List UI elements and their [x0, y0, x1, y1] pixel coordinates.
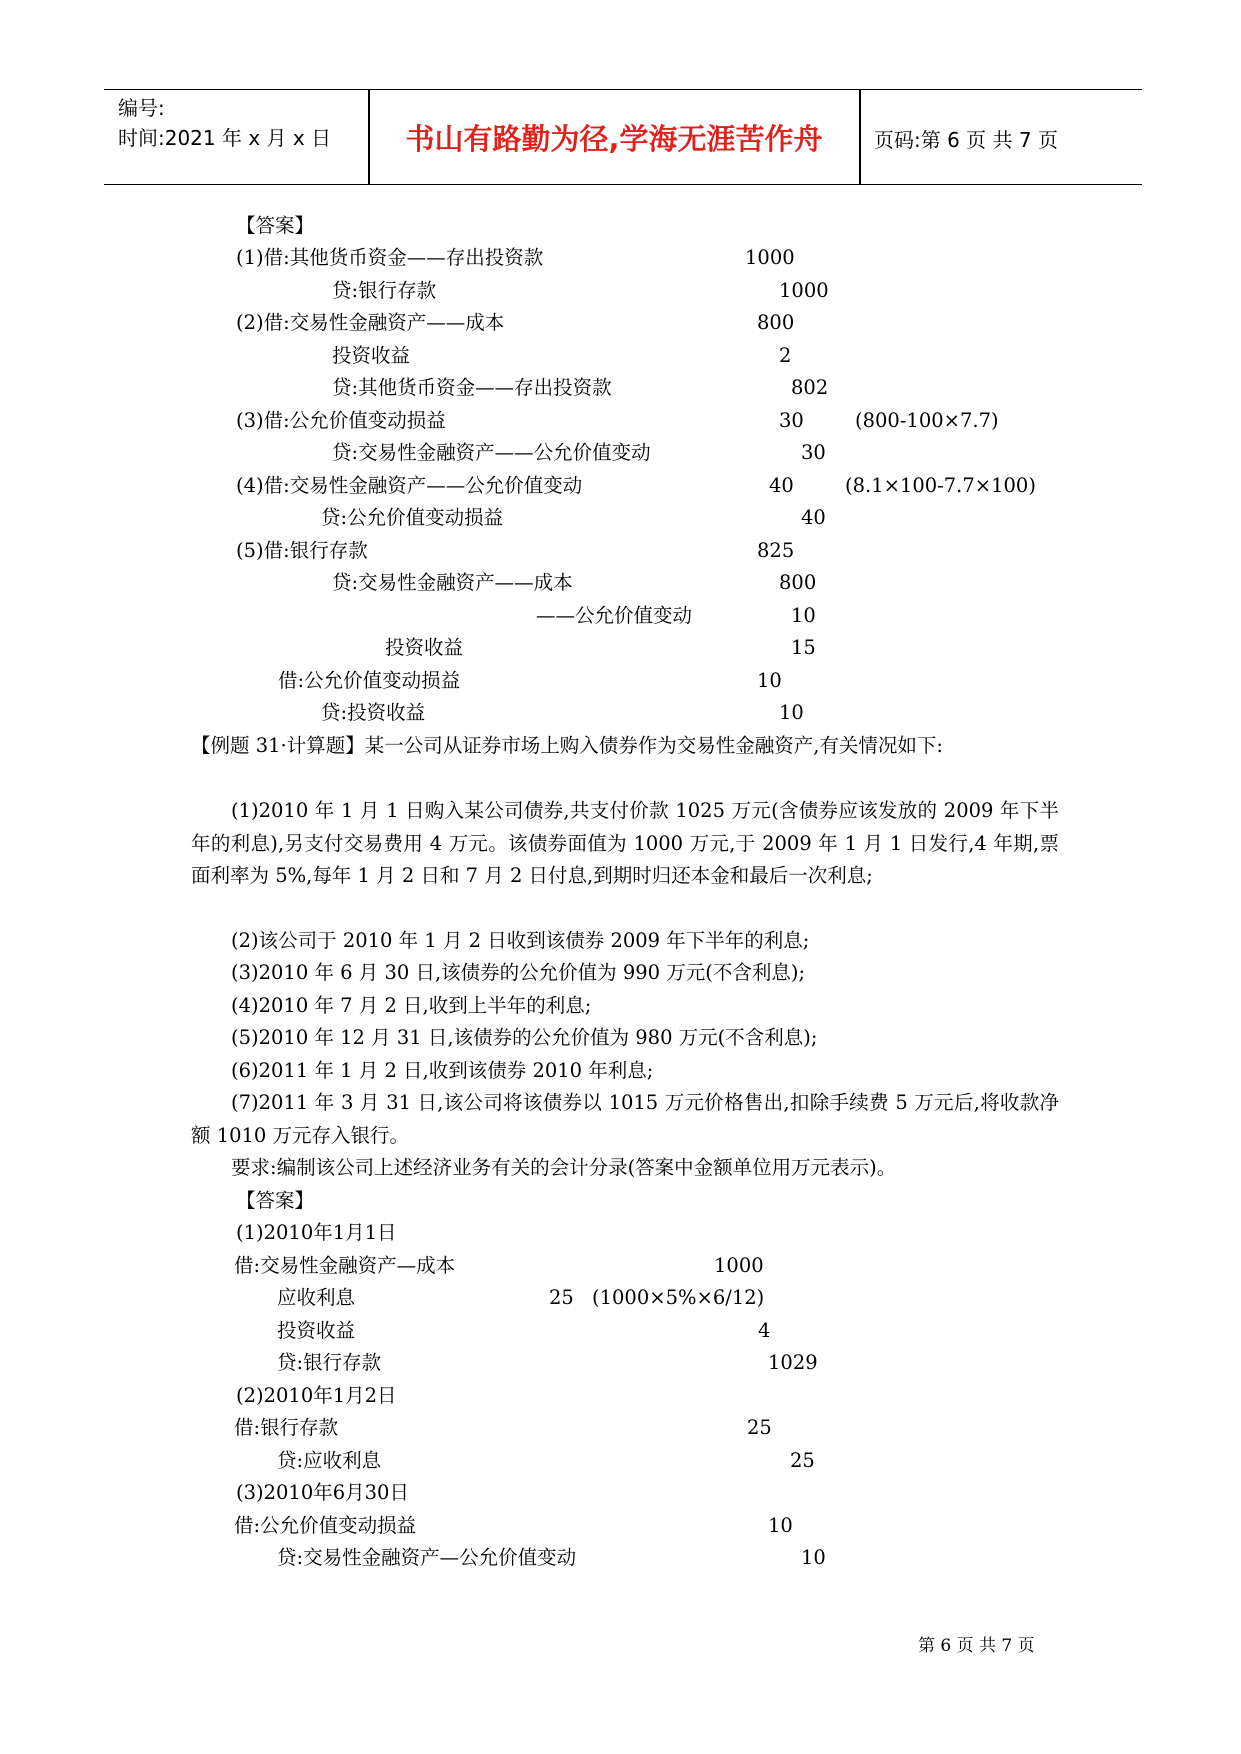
- entry-text: (4)借:交易性金融资产——公允价值变动: [236, 474, 583, 497]
- entry-date: (3)2010年6月30日: [236, 1481, 409, 1504]
- header-motto: 书山有路勤为径,学海无涯苦作舟: [405, 121, 823, 156]
- entry-text: 应收利息: [277, 1286, 356, 1309]
- entry-text: (5)借:银行存款: [236, 539, 368, 562]
- answer-title: 【答案】: [236, 214, 315, 237]
- entry-text: 贷:应收利息: [277, 1449, 382, 1472]
- entry-amount: 10: [768, 1514, 793, 1537]
- entry-amount: 25: [747, 1416, 772, 1439]
- entry-amount: 30: [801, 441, 826, 464]
- entry-text: 借:交易性金融资产—成本: [234, 1254, 456, 1277]
- header-page-number: 页码:第 6 页 共 7 页: [874, 128, 1058, 152]
- question-item: (6)2011 年 1 月 2 日,收到该债券 2010 年利息;: [231, 1059, 654, 1082]
- entry-amount: 2: [779, 344, 792, 367]
- entry-amount: 802: [791, 376, 829, 399]
- entry-text: 投资收益: [332, 344, 411, 367]
- entry-amount: 4: [758, 1319, 771, 1342]
- entry-text: 投资收益: [385, 636, 464, 659]
- entry-text: 贷:银行存款: [332, 279, 437, 302]
- entry-amount: 800: [779, 571, 817, 594]
- question-item: (4)2010 年 7 月 2 日,收到上半年的利息;: [231, 994, 592, 1017]
- entry-note: (8.1×100-7.7×100): [845, 474, 1036, 497]
- question-item: (7)2011 年 3 月 31 日,该公司将该债券以 1015 万元价格售出,扣除手续费 5 万元后,将收款净额 1010 万元存入银行。: [191, 1091, 1059, 1147]
- entry-amount: 1000: [714, 1254, 764, 1277]
- header-meta: [118, 93, 331, 153]
- page-footer: 第 6 页 共 7 页: [918, 1636, 1035, 1656]
- entry-amount: 800: [757, 311, 795, 334]
- entry-text: 贷:公允价值变动损益: [321, 506, 504, 529]
- header-divider: [859, 90, 861, 184]
- entry-amount: 1000: [779, 279, 829, 302]
- entry-amount: 10: [791, 604, 816, 627]
- entry-amount: 40: [769, 474, 794, 497]
- entry-amount: 825: [757, 539, 795, 562]
- entry-text: 贷:投资收益: [321, 701, 426, 724]
- question-item: (2)该公司于 2010 年 1 月 2 日收到该债券 2009 年下半年的利息;: [231, 929, 810, 952]
- entry-text: (2)借:交易性金融资产——成本: [236, 311, 505, 334]
- question-item: (5)2010 年 12 月 31 日,该债券的公允价值为 980 万元(不含利息);: [231, 1026, 818, 1049]
- entry-text: 借:公允价值变动损益: [278, 669, 461, 692]
- entry-note: (800-100×7.7): [855, 409, 999, 432]
- answer-title: 【答案】: [236, 1189, 315, 1212]
- entry-text: ——公允价值变动: [536, 604, 693, 627]
- entry-text: 贷:银行存款: [277, 1351, 382, 1374]
- entry-text: (3)借:公允价值变动损益: [236, 409, 446, 432]
- entry-text: 贷:交易性金融资产—公允价值变动: [277, 1546, 577, 1569]
- entry-amount: 1000: [745, 246, 795, 269]
- entry-text: 贷:交易性金融资产——成本: [332, 571, 573, 594]
- question-item: (1)2010 年 1 月 1 日购入某公司债券,共支付价款 1025 万元(含债券应该发放的 2009 年下半年的利息),另支付交易费用 4 万元。该债券面值为 1000 万元,于 2009 年 1 月 1 日发行,4 年期,票面利率为 5%,每年 1 月 2 日和 7 月 2 日付息,到期时归还本金和最后一次利息;: [191, 799, 1059, 887]
- entry-amount: 1029: [768, 1351, 818, 1374]
- entry-text: 借:银行存款: [234, 1416, 339, 1439]
- entry-text: 借:公允价值变动损益: [234, 1514, 417, 1537]
- entry-text: 贷:其他货币资金——存出投资款: [332, 376, 612, 399]
- doc-code-label: 编号:: [118, 96, 165, 120]
- entry-date: (2)2010年1月2日: [236, 1384, 397, 1407]
- entry-amount: 10: [779, 701, 804, 724]
- question-intro: 【例题 31·计算题】某一公司从证券市场上购入债券作为交易性金融资产,有关情况如下:: [191, 734, 943, 757]
- entry-amount: 30: [779, 409, 804, 432]
- doc-time-label: 时间:2021 年 x 月 x 日: [118, 126, 332, 150]
- entry-amount: 15: [791, 636, 816, 659]
- question-item: (3)2010 年 6 月 30 日,该债券的公允价值为 990 万元(不含利息);: [231, 961, 806, 984]
- entry-amount: 40: [801, 506, 826, 529]
- entry-amount: 10: [757, 669, 782, 692]
- entry-amount: 10: [801, 1546, 826, 1569]
- entry-note: (1000×5%×6/12): [592, 1286, 765, 1309]
- entry-amount: 25: [549, 1286, 574, 1309]
- entry-text: 投资收益: [277, 1319, 356, 1342]
- entry-text: 贷:交易性金融资产——公允价值变动: [332, 441, 651, 464]
- page-header: [104, 89, 1142, 185]
- question-requirement: 要求:编制该公司上述经济业务有关的会计分录(答案中金额单位用万元表示)。: [231, 1156, 897, 1179]
- entry-date: (1)2010年1月1日: [236, 1221, 397, 1244]
- entry-amount: 25: [790, 1449, 815, 1472]
- entry-text: (1)借:其他货币资金——存出投资款: [236, 246, 544, 269]
